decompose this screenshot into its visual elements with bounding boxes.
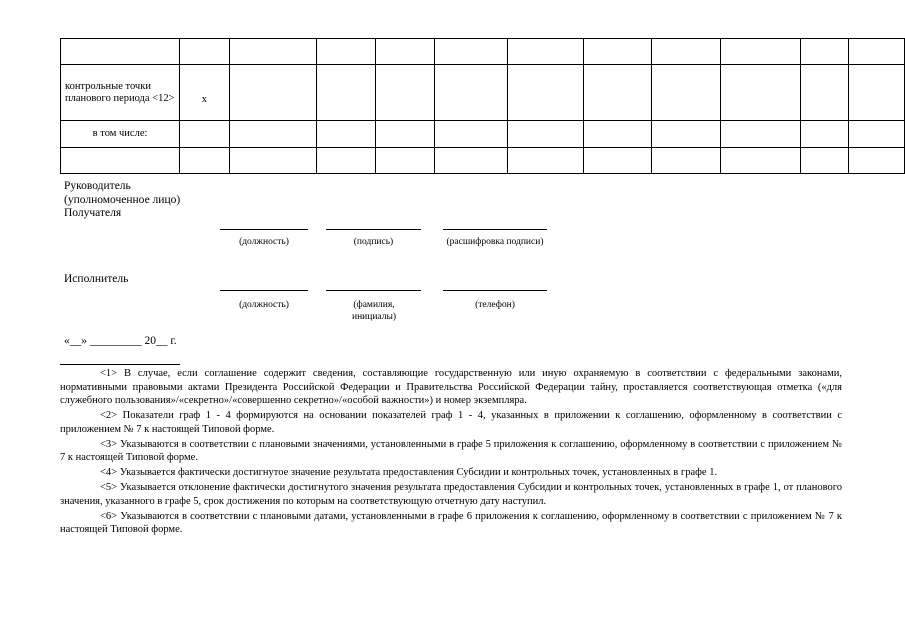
table-row (61, 148, 905, 174)
executor-title: Исполнитель (64, 273, 129, 285)
head-signature-line (326, 229, 421, 230)
head-title-text: Руководитель (уполномоченное лицо) Получателя (64, 180, 181, 219)
footnote-2: <2> Показатели граф 1 - 4 формируются на основании показателей граф 1 - 4, указанных в приложении к соглашению, оформленному в соответствии с приложением № 7 к настоящей Типовой форме. (60, 410, 842, 435)
footnote-5: <5> Указывается отклонение фактически достигнутого значения результата предоставления Субсидии и контрольных точек, установленных в графе 1, от планового значения, указанного в графе 5, срок достижения по которым на соответствующую отчетную дату наступил. (60, 482, 842, 507)
executor-name-line (326, 290, 421, 291)
head-position-line (220, 229, 308, 230)
executor-phone-caption: (телефон) (475, 300, 515, 310)
executor-position-line (220, 290, 308, 291)
head-name-line (443, 229, 547, 230)
control-points-mark: x (180, 65, 230, 121)
report-table (60, 38, 905, 174)
date-line: «__» _________ 20__ г. (64, 335, 177, 347)
footnote-1: <1> В случае, если соглашение содержит сведения, составляющие государственную или иную охраняемую в соответствии с федеральными законами, нормативными правовыми актами Президента Российской Федерации и Правительства Российской Федерации тайну, проставляется соответствующая отметка («для служебного пользования»/«секретно»/«совершенно секретно»/«особой важности») и номер экземпляра. (60, 368, 842, 406)
footnote-separator (60, 364, 180, 365)
head-signature-caption: (подпись) (353, 237, 394, 247)
executor-name-caption: (фамилия, инициалы) (351, 300, 396, 322)
footnote-6: <6> Указываются в соответствии с плановыми датами, установленными в графе 6 приложения к соглашению, оформленному в соответствии с приложением № 7 к настоящей Типовой форме. (60, 510, 842, 535)
control-points-label: контрольные точки планового периода <12> (61, 65, 180, 121)
table-row-including (61, 121, 905, 148)
head-signature-title (64, 180, 204, 221)
table-row (61, 39, 905, 65)
table-row-control-points (61, 65, 905, 121)
including-label: в том числе: (61, 121, 180, 148)
footnote-3: <3> Указываются в соответствии с плановыми значениями, установленными в графе 5 приложения к соглашению, оформленному в соответствии с приложением № 7 к настоящей Типовой форме. (60, 438, 842, 463)
footnote-4: <4> Указывается фактически достигнутое значение результата предоставления Субсидии и контрольных точек, установленных в графе 1. (100, 467, 718, 478)
executor-position-caption: (должность) (239, 300, 289, 310)
head-position-caption: (должность) (239, 237, 289, 247)
head-name-caption: (расшифровка подписи) (446, 237, 544, 247)
executor-phone-line (443, 290, 547, 291)
footnotes (60, 367, 842, 538)
